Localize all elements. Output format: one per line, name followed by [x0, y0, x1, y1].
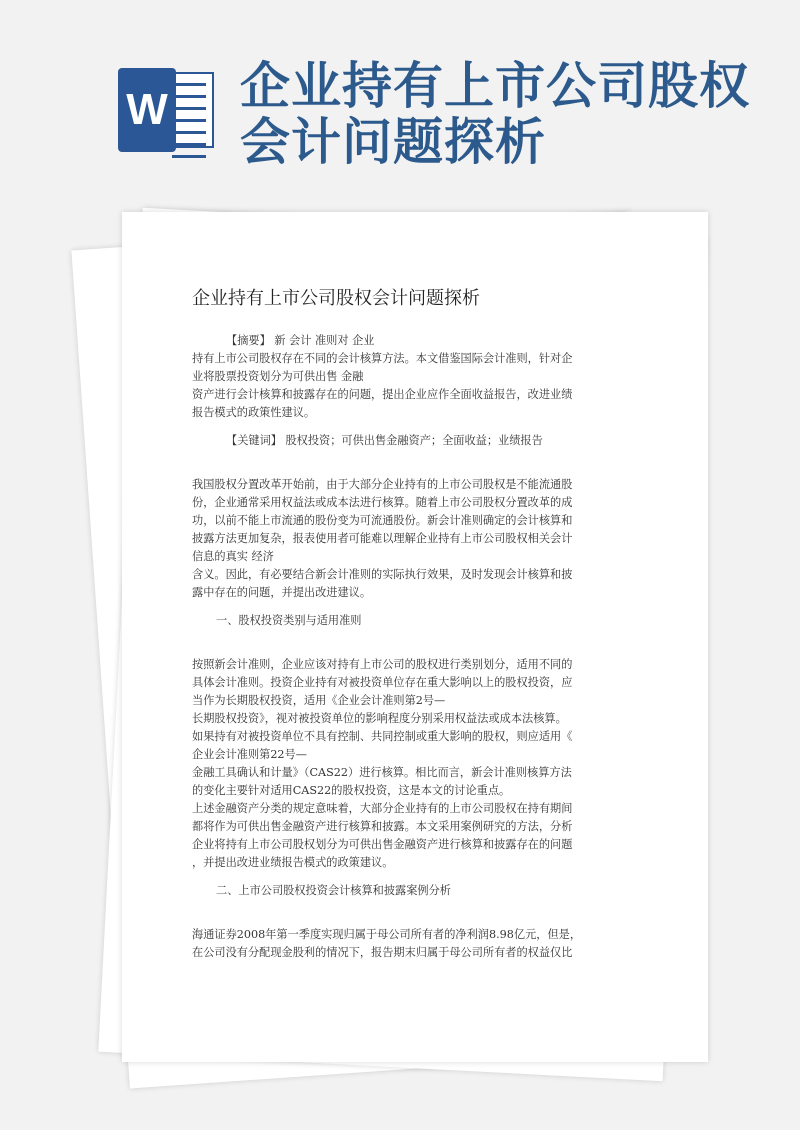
abstract-line: 业将股票投资划分为可供出售 金融 — [192, 370, 364, 383]
section1-line: ，并提出改进业绩报告模式的政策建议。 — [192, 856, 394, 869]
intro-line: 露中存在的问题，并提出改进建议。 — [192, 586, 372, 599]
section1-line: 长期股权投资》，视对被投资单位的影响程度分别采用权益法或成本法核算。 — [192, 712, 567, 725]
abstract-label: 【摘要】 新 会计 准则对 企业 — [226, 334, 375, 347]
intro-line: 披露方法更加复杂，报表使用者可能难以理解企业持有上市公司股权相关会计 — [192, 532, 573, 545]
abstract-line: 报告模式的政策性建议。 — [192, 406, 316, 419]
section1-line: 当作为长期股权投资，适用《企业会计准则第2号— — [192, 694, 446, 707]
section1-line: 金融工具确认和计量》（CAS22）进行核算。相比而言，新会计准则核算方法 — [192, 766, 572, 779]
document-title: 企业持有上市公司股权会计问题探析 — [192, 288, 480, 309]
section1-line: 的变化主要针对适用CAS22的股权投资，这是本文的讨论重点。 — [192, 784, 511, 797]
section-heading-2: 二、上市公司股权投资会计核算和披露案例分析 — [216, 884, 451, 897]
document-body — [192, 332, 632, 962]
word-logo-badge: W — [118, 68, 176, 152]
keywords: 【关键词】 股权投资；可供出售金融资产；全面收益；业绩报告 — [226, 434, 543, 447]
abstract-line: 资产进行会计核算和披露存在的问题，提出企业应作全面收益报告，改进业绩 — [192, 388, 573, 401]
intro-line: 份，企业通常采用权益法或成本法进行核算。随着上市公司股权分置改革的成 — [192, 496, 573, 509]
section1-line: 按照新会计准则，企业应该对持有上市公司的股权进行类别划分，适用不同的 — [192, 658, 573, 671]
section1-line: 具体会计准则。投资企业持有对被投资单位存在重大影响以上的股权投资，应 — [192, 676, 573, 689]
banner-title — [240, 58, 760, 170]
section-heading-1: 一、股权投资类别与适用准则 — [216, 614, 362, 627]
section1-line: 企业会计准则第22号— — [192, 748, 307, 761]
banner-title-line-1: 企业持有上市公司股权 — [240, 57, 750, 115]
intro-line: 功，以前不能上市流通的股份变为可流通股份。新会计准则确定的会计核算和 — [192, 514, 573, 527]
intro-line: 含义。因此，有必要结合新会计准则的实际执行效果，及时发现会计核算和披 — [192, 568, 573, 581]
word-document-icon — [118, 64, 214, 156]
intro-line: 我国股权分置改革开始前，由于大部分企业持有的上市公司股权是不能流通股 — [192, 478, 573, 491]
section2-line: 在公司没有分配现金股利的情况下，报告期末归属于母公司所有者的权益仅比 — [192, 946, 573, 959]
section2-line: 海通证券2008年第一季度实现归属于母公司所有者的净利润8.98亿元，但是， — [192, 928, 582, 941]
intro-line: 信息的真实 经济 — [192, 550, 274, 563]
section1-line: 如果持有对被投资单位不具有控制、共同控制或重大影响的股权，则应适用《 — [192, 730, 573, 743]
page-header — [0, 0, 800, 200]
section1-line: 企业将持有上市公司股权划分为可供出售金融资产进行核算和披露存在的问题 — [192, 838, 573, 851]
banner-title-line-2: 会计问题探析 — [240, 113, 546, 171]
document-page — [122, 212, 708, 1062]
section1-line: 上述金融资产分类的规定意味着，大部分企业持有的上市公司股权在持有期间 — [192, 802, 573, 815]
abstract-line: 持有上市公司股权存在不同的会计核算方法。本文借鉴国际会计准则，针对企 — [192, 352, 573, 365]
section1-line: 都将作为可供出售金融资产进行核算和披露。本文采用案例研究的方法，分析 — [192, 820, 573, 833]
